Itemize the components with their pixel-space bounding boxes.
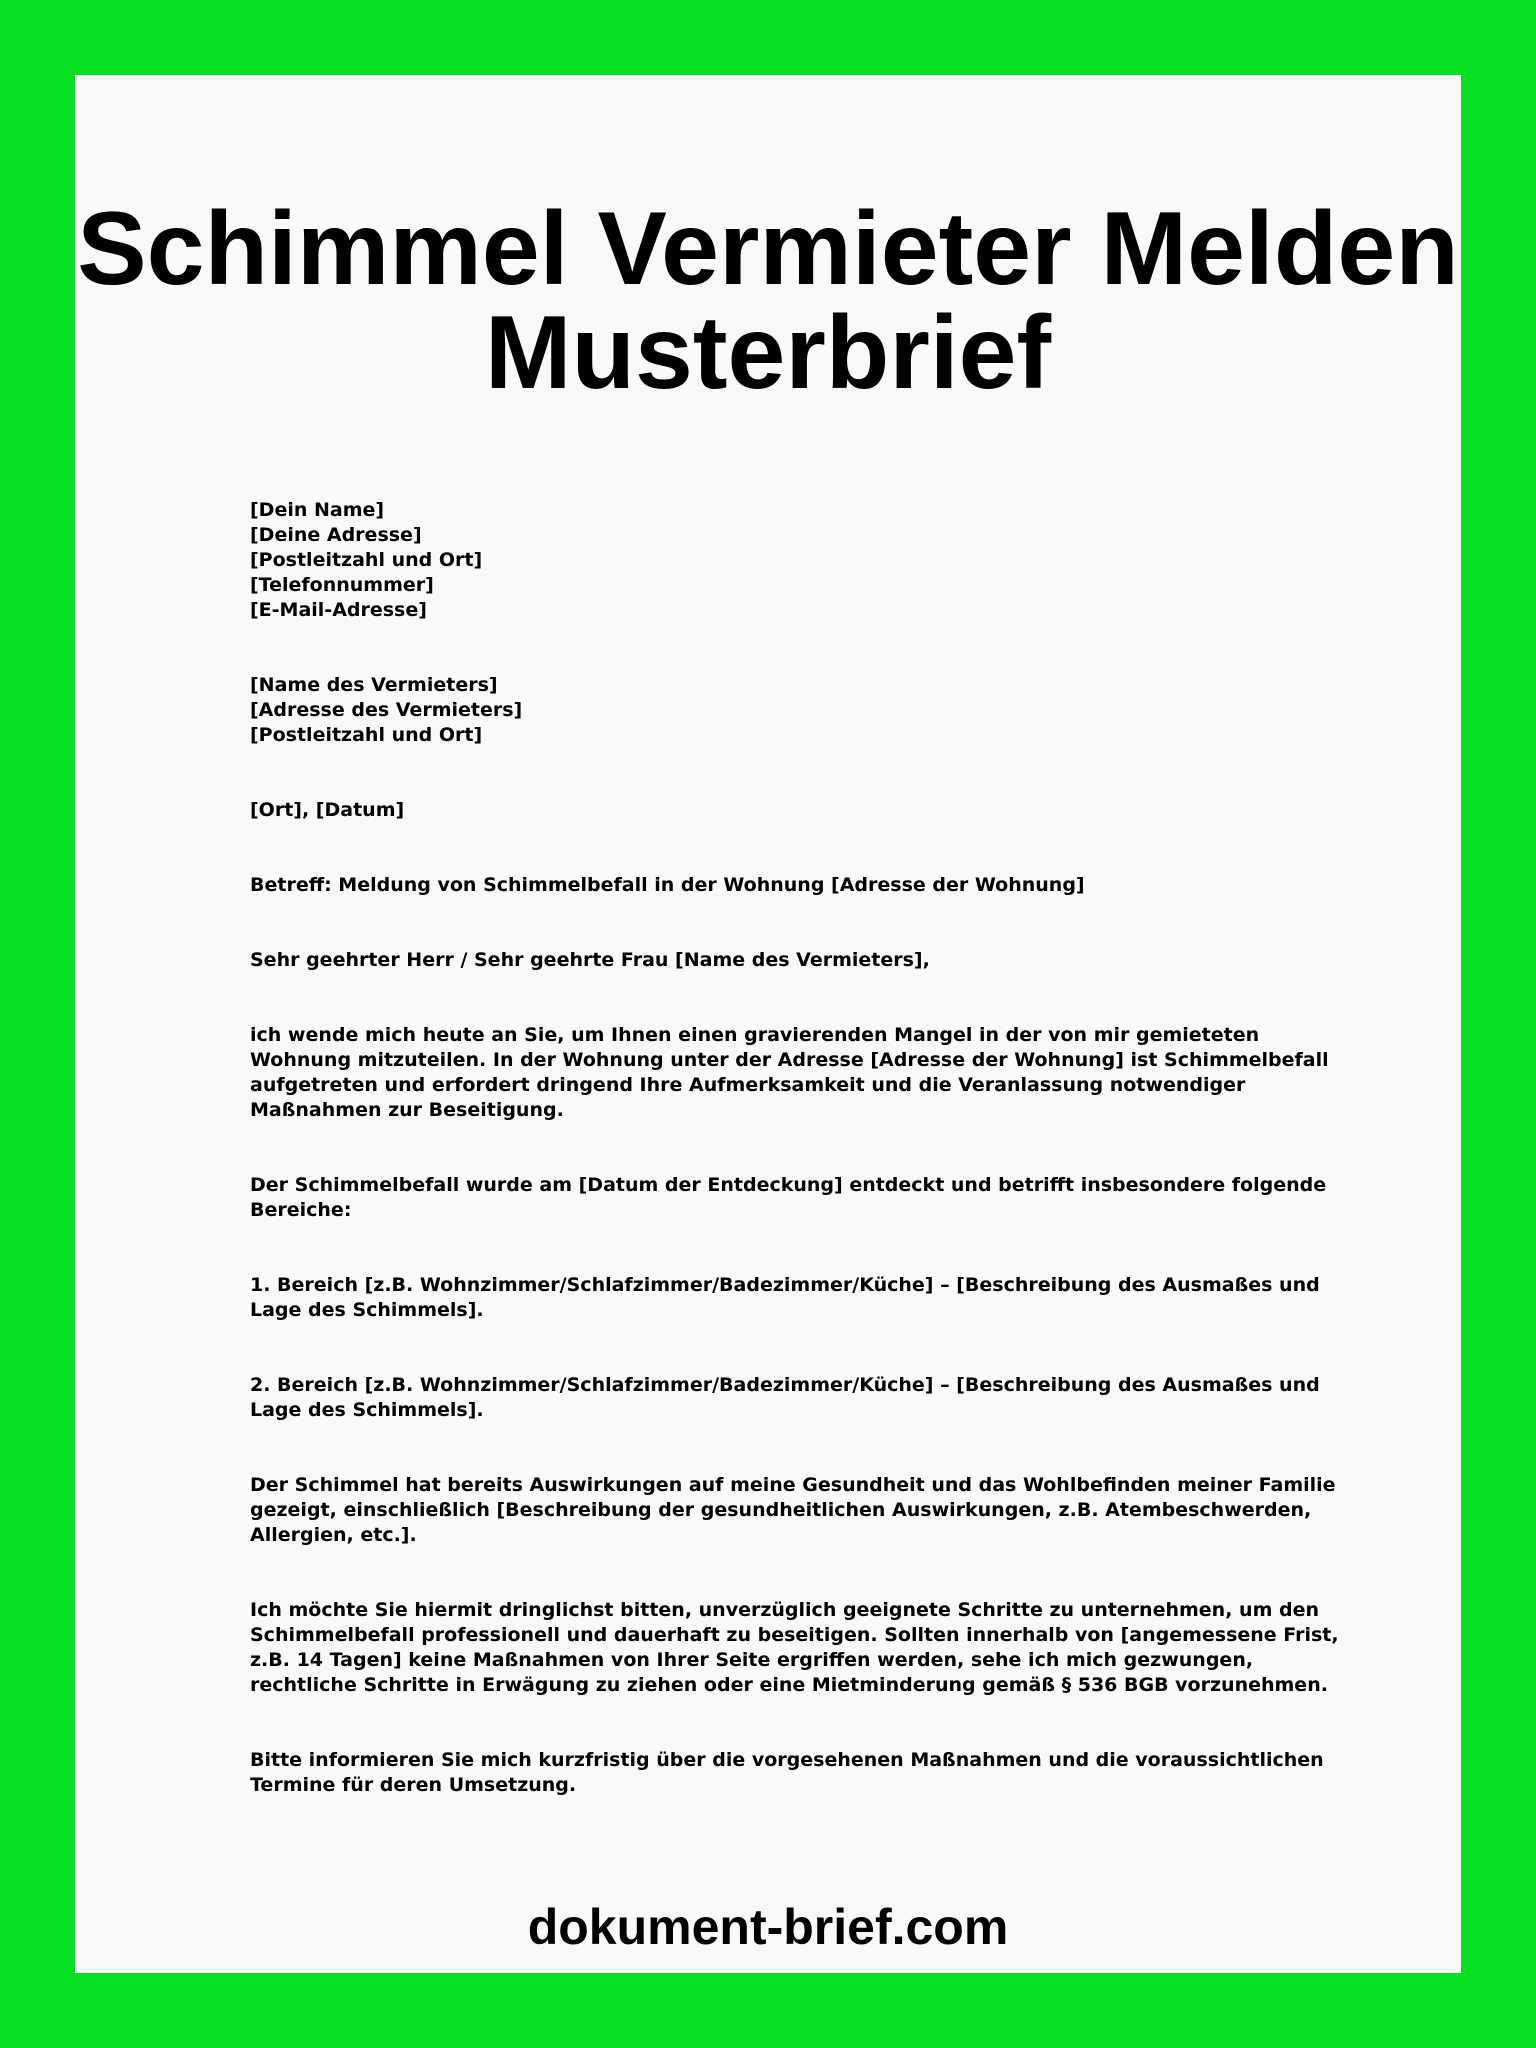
recipient-postcode-city: [Postleitzahl und Ort] xyxy=(250,724,483,746)
body-paragraph: ich wende mich heute an Sie, um Ihnen einen gravierenden Mangel in der von mir gemieteten Wohnung mitzuteilen. In der Wohnung unter der Adresse [Adresse der Wohnung] ist Schimmelbefall aufgetreten und erfordert dringend Ihre Aufmerksamkeit und die Veranlassung notwendiger Maßnahmen zur Beseitigung. xyxy=(250,1024,1329,1121)
body-paragraph: Der Schimmelbefall wurde am [Datum der Entdeckung] entdeckt und betrifft insbesondere folgende Bereiche: xyxy=(250,1174,1327,1221)
body-paragraph: Ich möchte Sie hiermit dringlichst bitten, unverzüglich geeignete Schritte zu unternehmen, um den Schimmelbefall professionell und dauerhaft zu beseitigen. Sollten innerhalb von [angemessene Frist, z.B. 14 Tagen] keine Maßnahmen von Ihrer Seite ergriffen werden, sehe ich mich gezwungen, rechtliche Schritte in Erwägung zu ziehen oder eine Mietminderung gemäß § 536 BGB vorzunehmen. xyxy=(250,1599,1339,1696)
recipient-name: [Name des Vermieters] xyxy=(250,674,498,696)
salutation: Sehr geehrter Herr / Sehr geehrte Frau [Name des Vermieters], xyxy=(250,949,930,971)
affected-area-item: 2. Bereich [z.B. Wohnzimmer/Schlafzimmer/Badezimmer/Küche] – [Beschreibung des Ausmaßes und Lage des Schimmels]. xyxy=(250,1374,1320,1421)
page-title-line-2: Musterbrief xyxy=(484,295,1052,411)
recipient-address-block xyxy=(250,673,1360,748)
recipient-address: [Adresse des Vermieters] xyxy=(250,699,523,721)
sender-phone: [Telefonnummer] xyxy=(250,574,434,596)
subject-line: Betreff: Meldung von Schimmelbefall in der Wohnung [Adresse der Wohnung] xyxy=(250,874,1085,896)
sender-postcode-city: [Postleitzahl und Ort] xyxy=(250,549,483,571)
affected-area-item: 1. Bereich [z.B. Wohnzimmer/Schlafzimmer/Badezimmer/Küche] – [Beschreibung des Ausmaßes und Lage des Schimmels]. xyxy=(250,1274,1320,1321)
letter-body xyxy=(250,498,1360,1848)
place-date-line: [Ort], [Datum] xyxy=(250,799,405,821)
footer-website: dokument-brief.com xyxy=(527,1899,1009,1955)
body-paragraph: Bitte informieren Sie mich kurzfristig über die vorgesehenen Maßnahmen und die voraussichtlichen Termine für deren Umsetzung. xyxy=(250,1749,1324,1796)
body-paragraph: Der Schimmel hat bereits Auswirkungen auf meine Gesundheit und das Wohlbefinden meiner Familie gezeigt, einschließlich [Beschreibung der gesundheitlichen Auswirkungen, z.B. Atembeschwerden, Allergien, etc.]. xyxy=(250,1474,1336,1546)
sender-address-block xyxy=(250,498,1360,623)
sender-email: [E-Mail-Adresse] xyxy=(250,599,427,621)
sender-address: [Deine Adresse] xyxy=(250,524,422,546)
sender-name: [Dein Name] xyxy=(250,499,385,521)
page-title xyxy=(75,191,1461,411)
document-sheet xyxy=(75,75,1461,1973)
page-title-line-1: Schimmel Vermieter Melden xyxy=(77,191,1459,307)
